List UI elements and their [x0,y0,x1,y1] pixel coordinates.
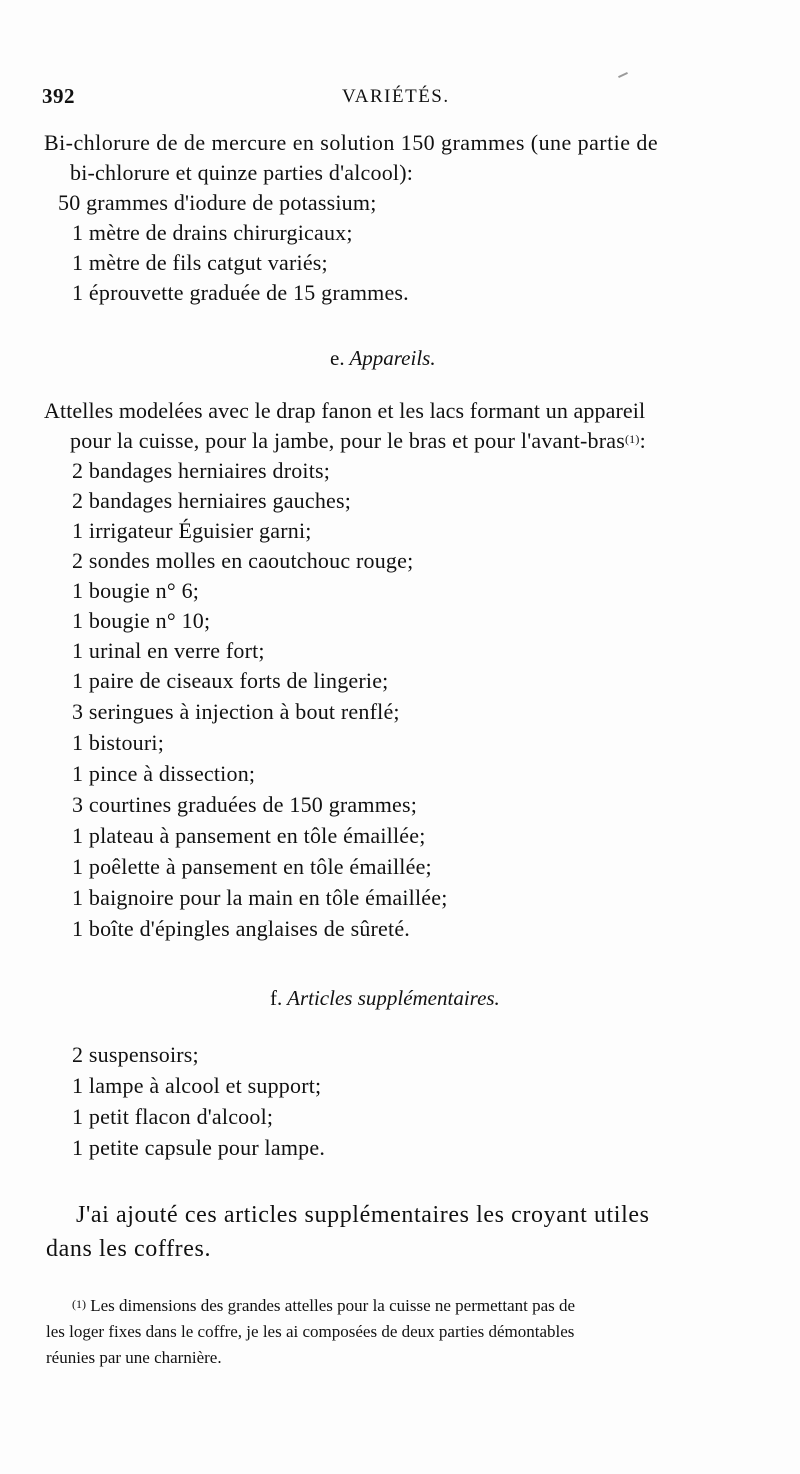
list-item: 1 bougie n° 10; [72,608,211,633]
list-line [70,426,646,456]
list-line: Attelles modelées avec le drap fanon et les lacs formant un appareil [44,398,646,423]
list-item: 2 bandages herniaires gauches; [72,488,352,513]
list-item: 1 bistouri; [72,730,165,755]
list-item: 1 boîte d'épingles anglaises de sûreté. [72,916,411,941]
footnote-line: les loger fixes dans le coffre, je les ai composées de deux parties démontables [46,1322,575,1341]
list-item: 1 paire de ciseaux forts de lingerie; [72,668,389,693]
section-title: Articles supplémentaires. [287,986,500,1010]
footnote-marker: (1) [72,1297,86,1311]
list-item: 1 poêlette à pansement en tôle émaillée; [72,854,432,879]
list-item: 2 sondes molles en caoutchouc rouge; [72,548,414,573]
intro-line: 50 grammes d'iodure de potassium; [58,190,377,215]
list-item: 1 bougie n° 6; [72,578,200,603]
list-line-suffix: : [639,428,646,453]
list-item: 3 courtines graduées de 150 grammes; [72,792,418,817]
footnote-reference: (1) [624,432,640,446]
intro-line: 1 mètre de fils catgut variés; [72,250,328,275]
list-item: 1 plateau à pansement en tôle émaillée; [72,823,426,848]
list-item: 1 pince à dissection; [72,761,256,786]
running-head: VARIÉTÉS. [342,86,450,107]
footnote-line [72,1294,575,1318]
closing-paragraph-line: dans les coffres. [46,1236,212,1262]
ink-speck [618,72,628,78]
section-letter: e. [330,346,345,370]
section-title: Appareils. [349,346,436,370]
intro-line: 1 mètre de drains chirurgicaux; [72,220,353,245]
list-item: 2 bandages herniaires droits; [72,458,331,483]
list-item: 1 petite capsule pour lampe. [72,1135,326,1160]
list-line-text: pour la cuisse, pour la jambe, pour le bras et pour l'avant-bras [70,428,625,453]
intro-line: Bi-chlorure de de mercure en solution 150 grammes (une partie de [44,130,659,155]
intro-line: 1 éprouvette graduée de 15 grammes. [72,280,409,305]
list-item: 3 seringues à injection à bout renflé; [72,699,400,724]
list-item: 1 irrigateur Éguisier garni; [72,518,312,543]
intro-line: bi-chlorure et quinze parties d'alcool): [70,160,414,185]
section-heading-e [330,346,436,371]
page-header [42,84,752,114]
list-item: 1 lampe à alcool et support; [72,1073,322,1098]
list-item: 2 suspensoirs; [72,1042,199,1067]
section-heading-f [270,986,500,1011]
section-letter: f. [270,986,283,1010]
footnote-text: Les dimensions des grandes attelles pour la cuisse ne permettant pas de [90,1296,576,1315]
list-item: 1 petit flacon d'alcool; [72,1104,274,1129]
footnote-line: réunies par une charnière. [46,1348,222,1367]
list-item: 1 urinal en verre fort; [72,638,265,663]
closing-paragraph-line: J'ai ajouté ces articles supplémentaires les croyant utiles [76,1202,650,1228]
page-number: 392 [42,84,75,108]
list-item: 1 baignoire pour la main en tôle émaillée; [72,885,448,910]
